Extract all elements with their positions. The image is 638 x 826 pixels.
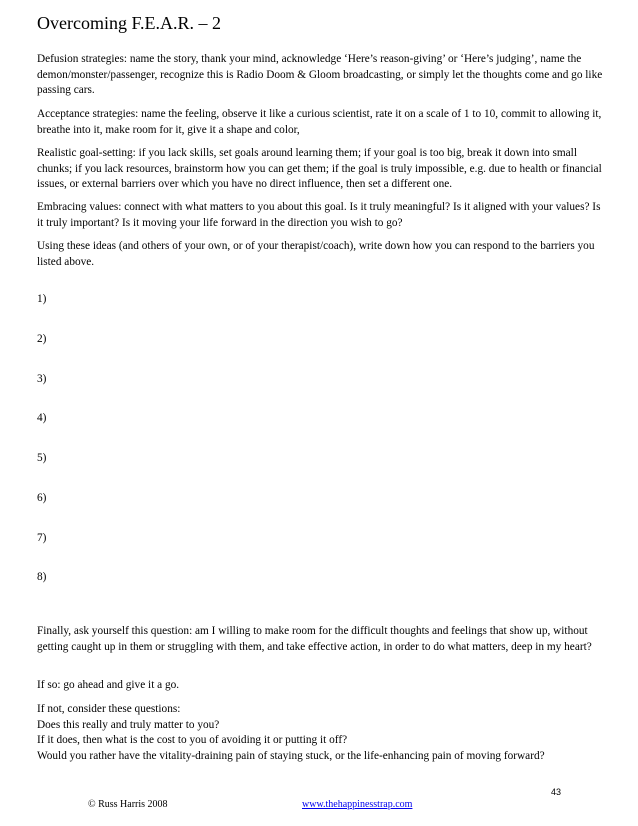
answer-number: 8) bbox=[37, 571, 47, 583]
answer-number: 4) bbox=[37, 412, 47, 424]
footer-website-link[interactable]: www.thehappinesstrap.com bbox=[302, 799, 413, 810]
defusion-paragraph: Defusion strategies: name the story, thank your mind, acknowledge ‘Here’s reason-giving’ or ‘Here’s judging’, name the demon/monster/passenger, recognize this is Radio Doom & Gloom broadcasting, or simply let the thoughts come and go like passing cars. bbox=[37, 53, 603, 97]
page-number: 43 bbox=[551, 787, 562, 797]
answer-number: 3) bbox=[37, 373, 47, 385]
if-not-line: If not, consider these questions: bbox=[37, 703, 181, 715]
answer-number: 6) bbox=[37, 492, 47, 504]
if-so-paragraph: If so: go ahead and give it a go. bbox=[37, 679, 180, 691]
if-not-line: If it does, then what is the cost to you of avoiding it or putting it off? bbox=[37, 734, 348, 747]
if-not-line: Would you rather have the vitality-draining pain of staying stuck, or the life-enhancing pain of moving forward? bbox=[37, 750, 545, 763]
instructions-paragraph: Using these ideas (and others of your own, or of your therapist/coach), write down how you can respond to the barriers you listed above. bbox=[37, 240, 595, 268]
answer-number: 1) bbox=[37, 293, 47, 305]
answer-number: 7) bbox=[37, 532, 47, 544]
footer-copyright: © Russ Harris 2008 bbox=[88, 799, 168, 810]
acceptance-paragraph: Acceptance strategies: name the feeling, observe it like a curious scientist, rate it on a scale of 1 to 10, commit to allowing it, breathe into it, make room for it, give it a shape and color, bbox=[37, 108, 602, 136]
finally-paragraph: Finally, ask yourself this question: am I willing to make room for the difficult thoughts and feelings that show up, without getting caught up in them or struggling with them, and take effective action, in order to do what matters, deep in my heart? bbox=[37, 625, 592, 653]
goal-setting-paragraph: Realistic goal-setting: if you lack skills, set goals around learning them; if your goal is too big, break it down into small chunks; if you lack resources, brainstorm how you can get them; if the goal is truly impossible, e.g. due to health or financial issues, or external barriers over which you have no direct influence, then set a different one. bbox=[37, 147, 602, 191]
answer-number: 5) bbox=[37, 452, 47, 464]
if-not-block bbox=[37, 702, 603, 765]
if-not-line: Does this really and truly matter to you? bbox=[37, 718, 220, 731]
page-title: Overcoming F.E.A.R. – 2 bbox=[37, 13, 222, 33]
values-paragraph: Embracing values: connect with what matters to you about this goal. Is it truly meaningful? Is it aligned with your values? Is it truly important? Is it moving your life forward in the direction you wish to go? bbox=[37, 201, 601, 229]
answer-number: 2) bbox=[37, 333, 47, 345]
